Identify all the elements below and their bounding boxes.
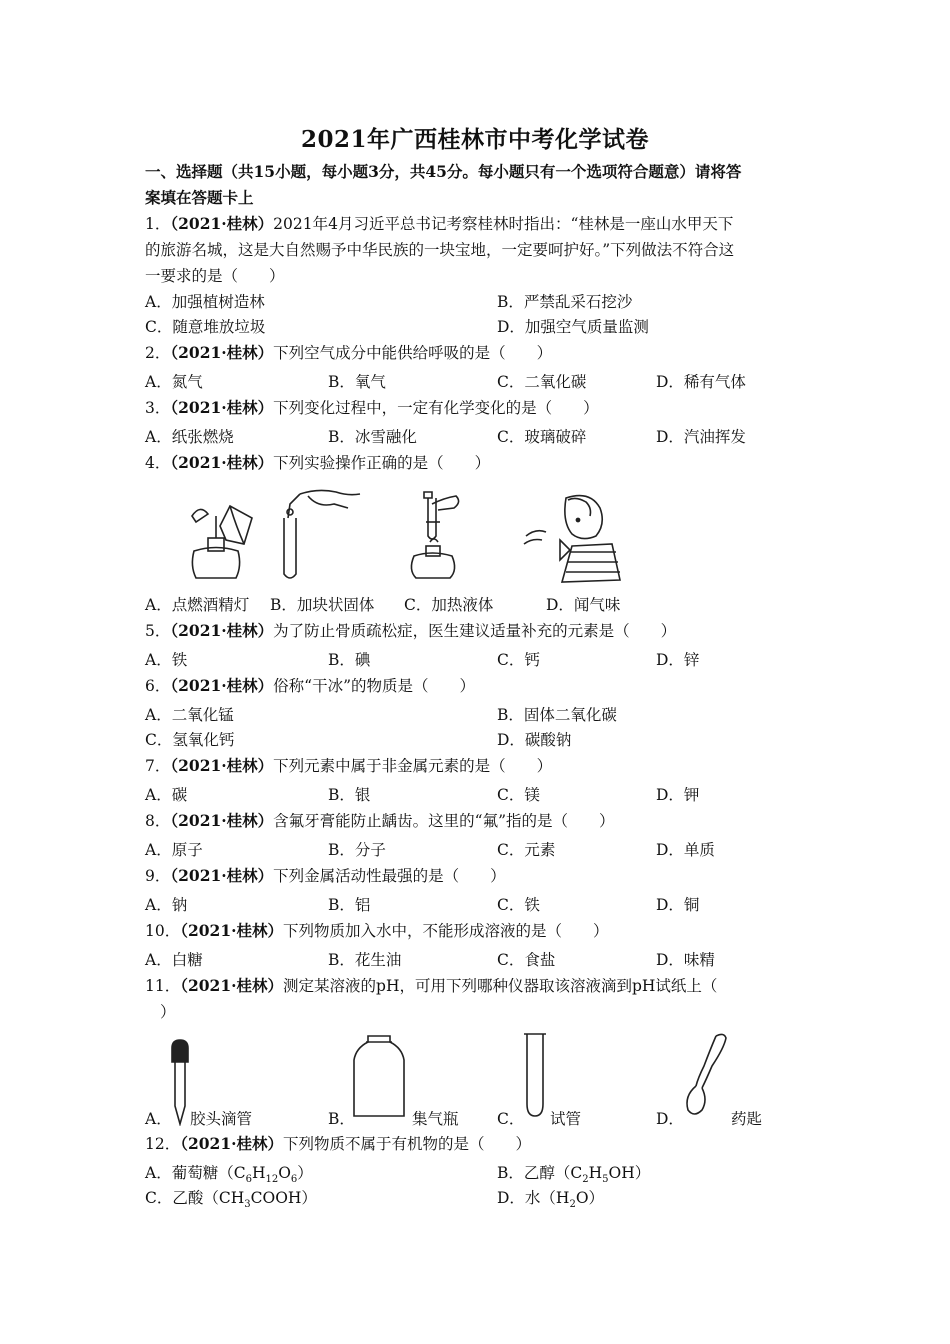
option-b: B． (328, 1110, 355, 1128)
option-c: C．钙 (497, 651, 540, 669)
option-b: B．固体二氧化碳 (497, 706, 617, 724)
option-d: D．汽油挥发 (656, 428, 746, 446)
option-b-label: 集气瓶 (412, 1110, 459, 1128)
option-a: A．白糖 (145, 951, 203, 969)
option-b: B．乙醇$(C_2H_5OH)$ (497, 1164, 651, 1186)
option-d: D．锌 (656, 651, 700, 669)
question-8: 8．（2021·桂林）含氟牙膏能防止龋齿。这里的“氟”指的是（ ） (145, 811, 615, 830)
option-d: D． (656, 1110, 684, 1128)
option-a: A．点燃酒精灯 (145, 596, 250, 614)
option-c: C．加热液体 (404, 596, 494, 614)
option-d: D．闻气味 (546, 596, 621, 614)
option-a-label: 胶头滴管 (190, 1110, 253, 1128)
option-b: B．氧气 (328, 373, 386, 391)
option-c: C．氢氧化钙 (145, 731, 235, 749)
page-title: 2021年广西桂林市中考化学试卷 (300, 126, 649, 153)
option-b: B．严禁乱采石挖沙 (497, 293, 633, 311)
option-a: A．加强植树造林 (145, 293, 265, 311)
question-6: 6．（2021·桂林）俗称“干冰”的物质是（ ） (145, 676, 476, 695)
option-d: D．稀有气体 (656, 373, 746, 391)
option-b: B．加块状固体 (270, 596, 375, 614)
alcohol-lamp-figure (186, 496, 256, 586)
test-tube-figure (522, 1032, 548, 1118)
question-4: 4．（2021·桂林）下列实验操作正确的是（ ） (145, 453, 491, 472)
option-a: A．二氧化锰 (145, 706, 234, 724)
option-d: D．味精 (656, 951, 715, 969)
option-b: B．分子 (328, 841, 386, 859)
option-a: A．钠 (145, 896, 188, 914)
option-a: A．纸张燃烧 (145, 428, 234, 446)
question-3: 3．（2021·桂林）下列变化过程中，一定有化学变化的是（ ） (145, 398, 599, 417)
option-c: C．随意堆放垃圾 (145, 318, 266, 336)
option-c: C． (497, 1110, 525, 1128)
option-c: C．铁 (497, 896, 540, 914)
question-9: 9．（2021·桂林）下列金属活动性最强的是（ ） (145, 866, 506, 885)
option-b: B．碘 (328, 651, 371, 669)
gas-bottle-figure (352, 1034, 406, 1120)
option-b: B．银 (328, 786, 371, 804)
option-d: D．水$(H_2O)$ (497, 1189, 605, 1211)
option-a: A．葡萄糖$(C_6H_{12}O_6)$ (145, 1164, 313, 1186)
question-1-line3: 一要求的是（ ） (145, 267, 285, 285)
option-a: A．碳 (145, 786, 188, 804)
question-1: 1．（2021·桂林）2021年4月习近平总书记考察桂林时指出：“桂林是一座山水甲天下 (145, 214, 734, 233)
question-10: 10．（2021·桂林）下列物质加入水中，不能形成溶液的是（ ） (145, 921, 609, 940)
question-2: 2．（2021·桂林）下列空气成分中能供给呼吸的是（ ） (145, 343, 553, 362)
option-c: C．二氧化碳 (497, 373, 587, 391)
option-c: C．乙酸$(CH_3COOH)$ (145, 1189, 317, 1211)
option-c-label: 试管 (550, 1110, 582, 1128)
question-12: 12．（2021·桂林）下列物质不属于有机物的是（ ） (145, 1134, 532, 1153)
option-d: D．铜 (656, 896, 700, 914)
option-c: C．食盐 (497, 951, 556, 969)
question-5: 5．（2021·桂林）为了防止骨质疏松症，医生建议适量补充的元素是（ ） (145, 621, 677, 640)
spoon-figure (678, 1030, 730, 1120)
option-a: A．氮气 (145, 373, 203, 391)
question-7: 7．（2021·桂林）下列元素中属于非金属元素的是（ ） (145, 756, 553, 775)
option-d-label: 药匙 (731, 1110, 763, 1128)
section-heading-cont: 案填在答题卡上 (145, 188, 254, 207)
question-11-line2: ） (160, 1003, 176, 1021)
smell-gas-figure (516, 490, 628, 586)
option-b: B．铝 (328, 896, 371, 914)
option-c: C．镁 (497, 786, 540, 804)
option-b: B．冰雪融化 (328, 428, 417, 446)
option-a: A．铁 (145, 651, 188, 669)
section-heading: 一、选择题（共15小题，每小题3分，共45分。每小题只有一个选项符合题意）请将答 (145, 162, 742, 181)
question-11: 11．（2021·桂林）测定某溶液的pH，可用下列哪种仪器取该溶液滴到pH试纸上（ (145, 976, 718, 995)
option-d: D．加强空气质量监测 (497, 318, 649, 336)
option-d: D．碳酸钠 (497, 731, 572, 749)
option-d: D．单质 (656, 841, 715, 859)
question-1-line2: 的旅游名城，这是大自然赐予中华民族的一块宝地，一定要呵护好。”下列做法不符合这 (145, 241, 735, 259)
option-c: C．元素 (497, 841, 556, 859)
option-b: B．花生油 (328, 951, 402, 969)
option-a: A．原子 (145, 841, 203, 859)
heating-liquid-figure (404, 486, 470, 584)
option-d: D．钾 (656, 786, 700, 804)
test-tube-solid-figure (278, 486, 368, 584)
option-c: C．玻璃破碎 (497, 428, 587, 446)
option-a: A． (145, 1110, 172, 1128)
